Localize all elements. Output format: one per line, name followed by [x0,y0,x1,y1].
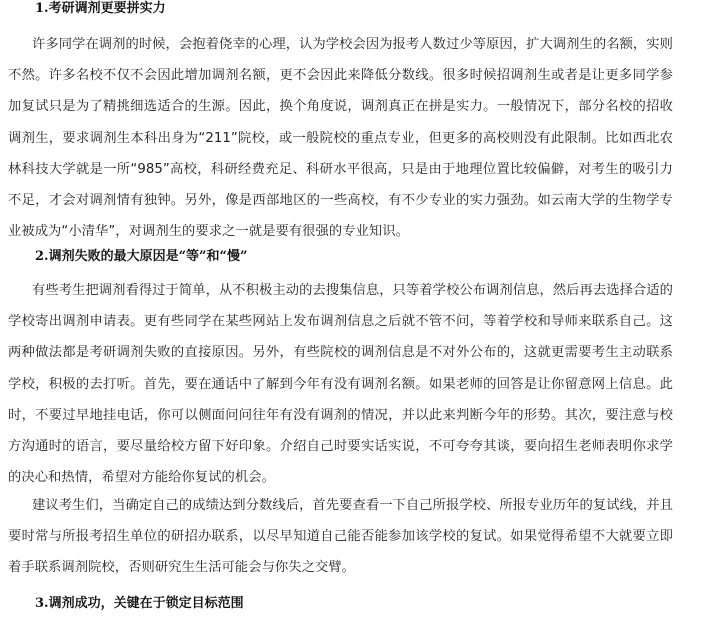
section-2-paragraph-2: 建议考生们，当确定自己的成绩达到分数线后，首先要查看一下自己所报学校、所报专业历年的复试线，并且要时常与所报考招生单位的研招办联系，以尽早知道自己能否能参加该学校的复试。如果觉得希望不大就要立即着手联系调剂院校，否则研究生生活可能会与你失之交臂。 [8,498,673,576]
section-heading-1: 1.考研调剂更要拼实力 [35,1,166,16]
section-heading-2: 2.调剂失败的最大原因是“等”和“慢” [35,249,248,264]
section-1-paragraph-1: 许多同学在调剂的时候，会抱着侥幸的心理，认为学校会因为报考人数过少等原因，扩大调剂生的名额，实则不然。许多名校不仅不会因此增加调剂名额，更不会因此来降低分数线。很多时候招调剂生或者是让更多同学参加复试只是为了精挑细选适合的生源。因此，换个角度说，调剂真正在拼是实力。一般情况下，部分名校的招收调剂生，要求调剂生本科出身为“211”院校，或一般院校的重点专业，但更多的高校则没有此限制。比如西北农林科技大学就是一所“985”高校，科研经费充足、科研水平很高，只是由于地理位置比较偏僻，对考生的吸引力不足，才会对调剂情有独钟。另外，像是西部地区的一些高校，有不少专业的实力强劲。如云南大学的生物学专业被成为“小清华”，对调剂生的要求之一就是要有很强的专业知识。 [8,37,673,240]
section-heading-3: 3.调剂成功，关键在于锁定目标范围 [35,596,244,611]
section-2-paragraph-1: 有些考生把调剂看得过于简单，从不积极主动的去搜集信息，只等着学校公布调剂信息，然后再去选择合适的学校寄出调剂申请表。更有些同学在某些网站上发布调剂信息之后就不管不问，等着学校和导师来联系自己。这两种做法都是考研调剂失败的直接原因。另外，有些院校的调剂信息是不对外公布的，这就更需要考生主动联系学校，积极的去打听。首先，要在通话中了解到今年有没有调剂名额。如果老师的回答是让你留意网上信息。此时，不要过早地挂电话，你可以侧面问问往年有没有调剂的情况，并以此来判断今年的形势。其次，要注意与校方沟通时的语言，要尽量给校方留下好印象。介绍自己时要实话实说，不可夸夸其谈，要向招生老师表明你求学的决心和热情，希望对方能给你复试的机会。 [8,283,673,486]
